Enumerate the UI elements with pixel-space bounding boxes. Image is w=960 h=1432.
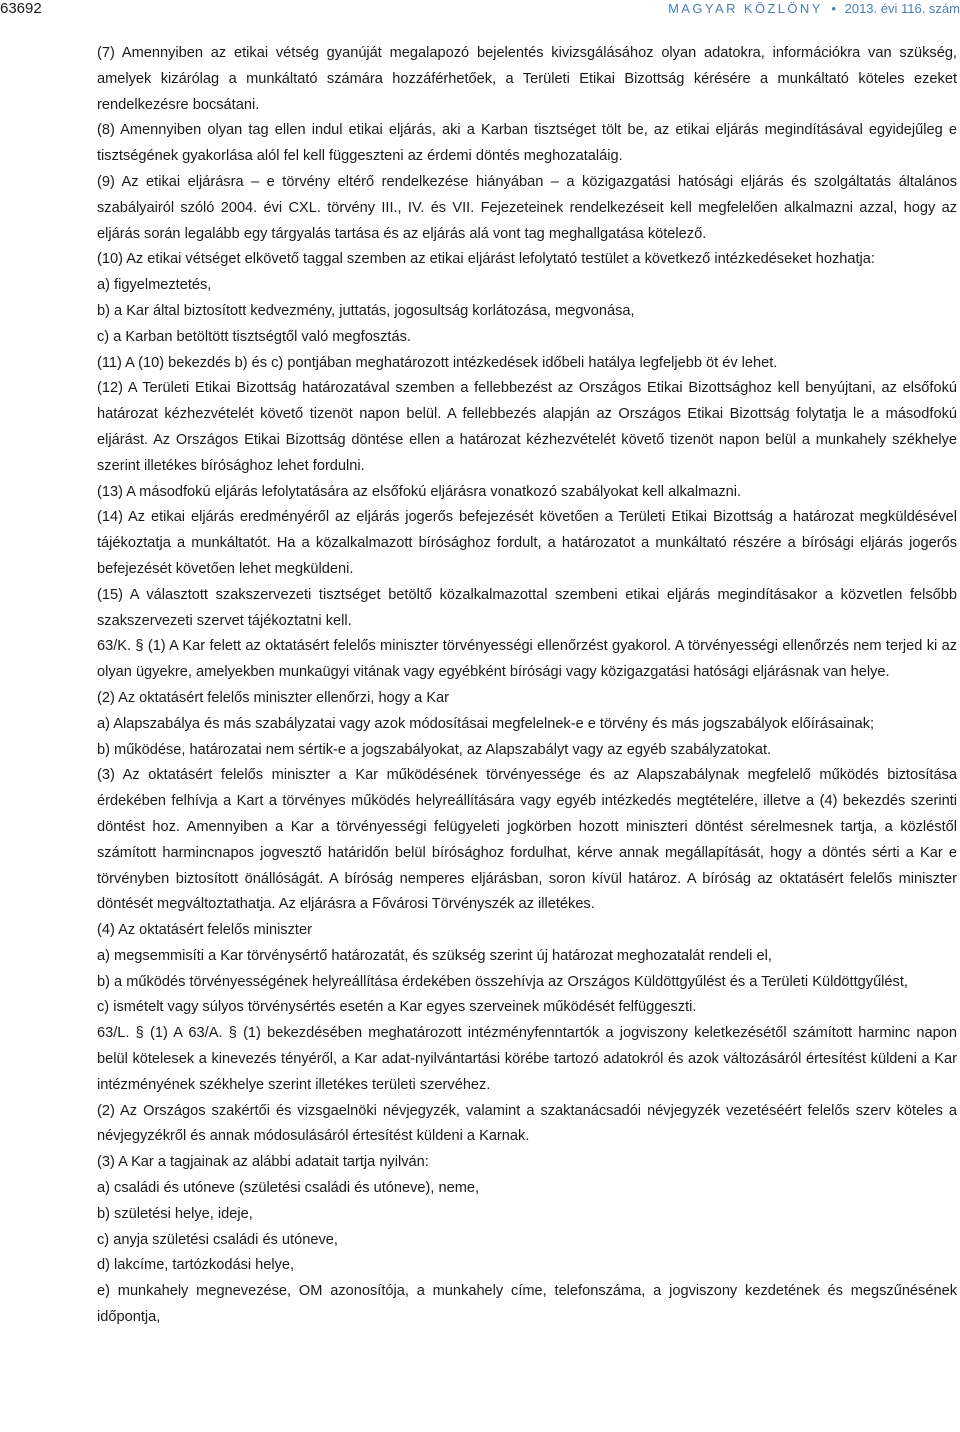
list-item: c) a Karban betöltött tisztségtől való megfosztás.: [97, 328, 411, 345]
list-item: b) születési helye, ideje,: [97, 1205, 253, 1222]
list-item: c) anyja születési családi és utóneve,: [97, 1231, 338, 1248]
list-item: b) a működés törvényességének helyreállítása érdekében összehívja az Országos Küldöttgyűlést és a Területi Küldöttgyűlést,: [97, 973, 908, 990]
paragraph: (13) A másodfokú eljárás lefolytatására az elsőfokú eljárásra vonatkozó szabályokat kell alkalmazni.: [97, 483, 742, 500]
paragraph: (2) Az Országos szakértői és vizsgaelnöki névjegyzék, valamint a szaktanácsadói névjegyzék vezetéséért felelős szerv köteles a névjegyzékről és annak módosulásáról értesítést küldeni a Karnak.: [97, 1102, 957, 1145]
list-item: b) a Kar által biztosított kedvezmény, juttatás, jogosultság korlátozása, megvonása,: [97, 302, 635, 319]
section-paragraph: 63/K. § (1) A Kar felett az oktatásért felelős miniszter törvényességi ellenőrzést gyakorol. A törvényességi ellenőrzés nem terjed ki az olyan ügyekre, amelyekben munkaügyi vitának vagy egyébként bírósági vagy közigazgatási hatósági eljárásnak van helye.: [97, 638, 957, 681]
list-item: a) Alapszabálya és más szabályzatai vagy azok módosításai megfelelnek-e e törvény és más jogszabályok előírásainak;: [97, 715, 875, 732]
document-body: [97, 41, 957, 1331]
journal-title: MAGYAR KÖZLÖNY: [668, 1, 823, 16]
section-paragraph: 63/L. § (1) A 63/A. § (1) bekezdésében meghatározott intézményfenntartók a jogviszony keletkezésétől számított harminc napon belül kötelesek a kinevezés tényéről, a Kar adat-nyilvántartási körébe tartozó adatokról és azok változásáról értesítést küldeni a Kar intézményének székhelye szerint illetékes területi szervéhez.: [97, 1025, 957, 1093]
paragraph: (3) Az oktatásért felelős miniszter a Kar működésének törvényessége és az Alapszabálynak megfelelő működés biztosítása érdekében felhívja a Kart a törvényes működés helyreállítására vagy egyéb intézkedés megtételére, illetve a (4) bekezdés szerinti döntést hoz. Amennyiben a Kar a törvényességi felügyeleti jogkörben hozott miniszteri döntést sérelmesnek tartja, a közléstől számított harmincnapos jogvesztő határidőn belül bírósághoz fordulhat, kérve annak megállapítását, hogy a döntés sérti a Kar e törvényben biztosított önállóságát. A bíróság nemperes eljárásban, soron kívül határoz. A bíróság az oktatásért felelős miniszter döntését megváltoztathatja. Az eljárásra a Fővárosi Törvényszék az illetékes.: [97, 767, 957, 913]
paragraph: (14) Az etikai eljárás eredményéről az eljárás jogerős befejezését követően a Területi Etikai Bizottság a határozat megküldésével tájékoztatja a munkáltatót. Ha a közalkalmazott bírósághoz fordult, a határozatot a munkáltató részére a bírósági eljárás jogerős befejezését követően lehet megküldeni.: [97, 509, 957, 577]
paragraph: (8) Amennyiben olyan tag ellen indul etikai eljárás, aki a Karban tisztséget tölt be, az etikai eljárás megindításával egyidejűleg e tisztségének gyakorlása alól fel kell függeszteni az érdemi döntés meghozataláig.: [97, 122, 957, 165]
running-head: [668, 0, 960, 18]
page-header: [0, 0, 960, 22]
paragraph: (9) Az etikai eljárásra – e törvény eltérő rendelkezése hiányában – a közigazgatási hatósági eljárás és szolgáltatás általános szabályairól szóló 2004. évi CXL. törvény III., IV. és VII. Fejezeteinek rendelkezéseit kell megfelelően alkalmazni azzal, hogy az eljárás során legalább egy tárgyalás tartása és az eljárás alá vont tag meghallgatása kötelező.: [97, 173, 957, 242]
header-separator: •: [831, 1, 836, 16]
list-item: a) figyelmeztetés,: [97, 277, 212, 294]
paragraph: (7) Amennyiben az etikai vétség gyanúját megalapozó bejelentés kivizsgálásához olyan adatokra, információkra van szükség, amelyek kizárólag a munkáltató számára hozzáférhetőek, a Területi Etikai Bizottság kérésére a munkáltató köteles ezeket rendelkezésre bocsátani.: [97, 45, 957, 113]
paragraph: (2) Az oktatásért felelős miniszter ellenőrzi, hogy a Kar: [97, 689, 450, 706]
issue-number: 2013. évi 116. szám: [844, 1, 960, 16]
list-item: a) családi és utóneve (születési családi és utóneve), neme,: [97, 1180, 480, 1197]
list-item: a) megsemmisíti a Kar törvénysértő határozatát, és szükség szerint új határozat meghozatalát rendeli el,: [97, 947, 772, 964]
paragraph: (11) A (10) bekezdés b) és c) pontjában meghatározott intézkedések időbeli hatálya legfeljebb öt év lehet.: [97, 354, 778, 371]
paragraph: (4) Az oktatásért felelős miniszter: [97, 922, 312, 939]
list-item: d) lakcíme, tartózkodási helye,: [97, 1257, 295, 1274]
paragraph: (10) Az etikai vétséget elkövető taggal szemben az etikai eljárást lefolytató testület a következő intézkedéseket hozhatja:: [97, 251, 875, 268]
list-item: e) munkahely megnevezése, OM azonosítója, a munkahely címe, telefonszáma, a jogviszony kezdetének és megszűnésének időpontja,: [97, 1283, 957, 1326]
paragraph: (3) A Kar a tagjainak az alábbi adatait tartja nyilván:: [97, 1154, 429, 1171]
paragraph: (15) A választott szakszervezeti tisztséget betöltő közalkalmazottal szembeni etikai eljárás megindításakor a közvetlen felsőbb szakszervezeti szervet tájékoztatni kell.: [97, 586, 957, 629]
paragraph: (12) A Területi Etikai Bizottság határozatával szemben a fellebbezést az Országos Etikai Bizottsághoz kell benyújtani, az elsőfokú határozat kézhezvételét követő tizenöt napon belül. A fellebbezés alapján az Országos Etikai Bizottság folytatja le a másodfokú eljárást. Az Országos Etikai Bizottság döntése ellen a határozat kézhezvételét követő tizenöt napon belül a munkahely székhelye szerint illetékes bírósághoz lehet fordulni.: [97, 380, 957, 474]
page-number: 63692: [0, 0, 42, 17]
list-item: c) ismételt vagy súlyos törvénysértés esetén a Kar egyes szerveinek működését felfüggeszti.: [97, 999, 697, 1016]
list-item: b) működése, határozatai nem sértik-e a jogszabályokat, az Alapszabályt vagy az egyéb szabályzatokat.: [97, 741, 772, 758]
